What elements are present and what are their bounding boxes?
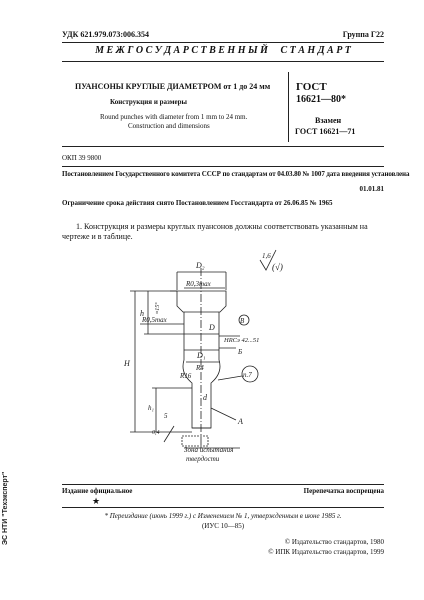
star-icon: ★ <box>92 496 101 506</box>
okp-rule <box>62 166 384 167</box>
replaces-number: ГОСТ 16621—71 <box>295 127 356 136</box>
label-H: H <box>124 359 130 368</box>
copyright-1980: © Издательство стандартов, 1980 <box>284 538 384 546</box>
label-d: d <box>203 393 207 402</box>
official-edition: Издание официальное <box>62 487 133 495</box>
paragraph-1: 1. Конструкция и размеры круглых пуансонов должны соответствовать указанным на чертеже и в таблице. <box>62 222 368 241</box>
banner-rule <box>62 61 384 62</box>
header-rule <box>62 42 384 43</box>
title-en-line1: Round punches with diameter from 1 mm to 24 mm. <box>100 113 248 121</box>
title-rule <box>62 146 384 147</box>
copyright-1999: © ИПК Издательство стандартов, 1999 <box>268 548 384 556</box>
label-hrc: HRCэ 42...51 <box>224 337 260 344</box>
label-note: п.7 <box>243 371 252 379</box>
validity-text: Ограничение срока действия снято Постановлением Госстандарта от 26.06.85 № 1965 <box>62 199 333 207</box>
title-ru-main: ПУАНСОНЫ КРУГЛЫЕ ДИАМЕТРОМ от 1 до 24 мм <box>75 82 271 91</box>
reprint-prohibited: Перепечатка воспрещена <box>303 487 384 495</box>
standard-banner: М Е Ж Г О С У Д А Р С Т В Е Н Н Ы Й С Т А Н Д А Р Т <box>95 45 351 56</box>
roughness-value: 1,6 <box>262 252 271 260</box>
group-code: Группа Г22 <box>342 30 384 39</box>
dim-d2-label: D₂ <box>196 261 205 270</box>
label-R16: R16 <box>180 372 192 380</box>
title-divider <box>288 72 290 142</box>
okp-code: ОКП 39 9800 <box>62 154 102 162</box>
label-A: A <box>238 417 243 426</box>
label-D: D <box>209 323 215 332</box>
label-h: h <box>140 309 144 318</box>
gost-number: 16621—80* <box>296 94 346 105</box>
effective-date: 01.01.81 <box>359 185 384 193</box>
title-ru-sub: Конструкция и размеры <box>110 98 187 106</box>
udk-code: УДК 621.979.073:006.354 <box>62 30 150 39</box>
side-stamp: ЭС НТИ "Техэксперт" <box>2 471 9 545</box>
punch-drawing <box>100 248 300 468</box>
punch-head <box>177 291 226 312</box>
label-r03: R0,3max <box>186 280 211 288</box>
footer-rule-2 <box>62 507 384 508</box>
label-h1: h₁ <box>148 404 154 412</box>
label-D1: D₁ <box>197 351 206 360</box>
replaces-label: Взамен <box>315 116 342 125</box>
label-test-zone-2: твердости <box>186 455 220 463</box>
title-en-line2: Construction and dimensions <box>128 122 210 130</box>
reissue-note: * Переиздание (июнь 1999 г.) с Изменением № 1, утвержденным в июне 1985 г. <box>104 512 342 520</box>
gost-label: ГОСТ <box>296 81 327 93</box>
label-R4: R4 <box>196 364 204 372</box>
ius-note: (ИУС 10—85) <box>201 522 245 530</box>
label-5: 5 <box>164 412 168 420</box>
label-r05: R0,5max <box>142 316 167 324</box>
roughness-symbol: (√) <box>272 262 283 272</box>
label-angle: ≈15° <box>155 302 161 314</box>
label-test-zone-1: Зона испытания <box>184 446 234 454</box>
label-0-4: 0,4 <box>152 430 160 436</box>
footer-rule <box>62 484 384 485</box>
label-B: В <box>240 317 245 325</box>
decree-text: Постановлением Государственного комитета СССР по стандартам от 04.03.80 № 1007 дата введения установлена <box>62 170 410 178</box>
label-b-small: Б <box>238 348 243 356</box>
